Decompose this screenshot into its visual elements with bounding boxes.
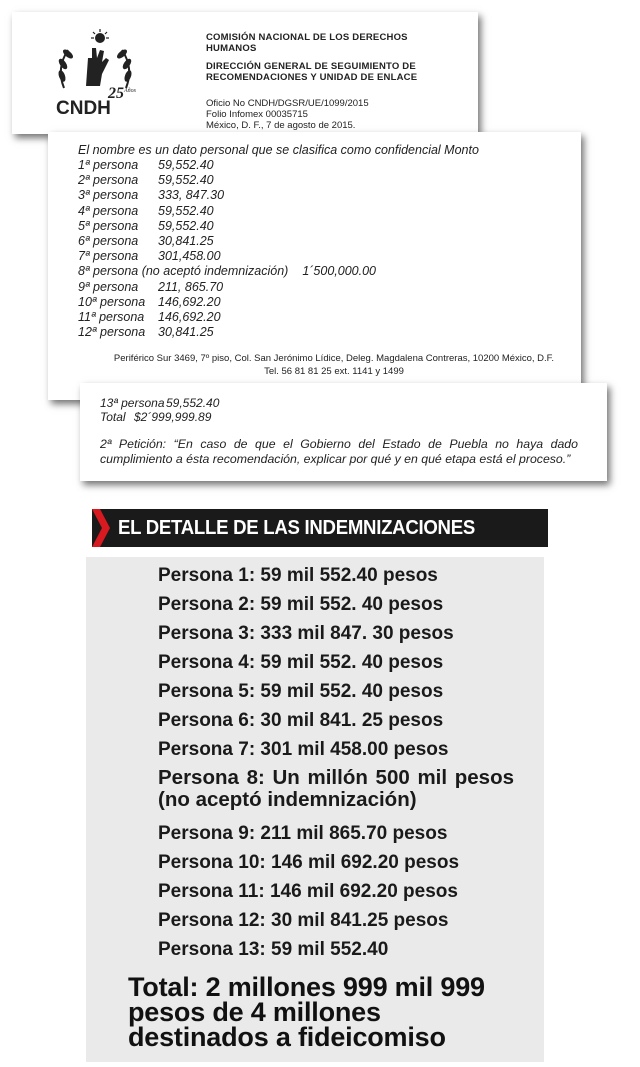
person-row (78, 325, 376, 340)
person-amount: 59,552.40 (158, 158, 214, 172)
detail-item: Persona 3: 333 mil 847. 30 pesos (158, 623, 454, 644)
detail-item: Persona 12: 30 mil 841.25 pesos (158, 910, 449, 931)
reference-block (206, 98, 369, 131)
person-label: 6ª persona (78, 234, 139, 249)
detail-item: Persona 10: 146 mil 692.20 pesos (158, 852, 460, 873)
detail-item: Persona 1: 59 mil 552.40 pesos (158, 565, 438, 586)
org-name: COMISIÓN NACIONAL DE LOS DERECHOS HUMANOS (206, 32, 408, 54)
detail-item: Persona 7: 301 mil 458.00 pesos (158, 739, 449, 760)
person-row (78, 188, 376, 203)
detail-total: Total: 2 millones 999 mil 999 pesos de 4 millones destinados a fideicomiso (128, 972, 485, 1052)
person-amount: 1´500,000.00 (302, 264, 376, 279)
detail-item: Persona 4: 59 mil 552. 40 pesos (158, 652, 444, 673)
person-label: 5ª persona (78, 218, 139, 233)
person-label: 11ª persona (78, 310, 145, 325)
address-line: Periférico Sur 3469, 7º piso, Col. San Jerónimo Lídice, Deleg. Magdalena Contreras, 10200 México, D.F. (113, 353, 555, 364)
folio-number: Folio Infomex 00035715 (206, 109, 308, 120)
detail-item: Persona 8: Un millón 500 mil pesos (no aceptó indemnización) (158, 766, 514, 811)
person-row (78, 204, 376, 219)
detail-item: Persona 13: 59 mil 552.40 (158, 939, 389, 960)
person-13-amount: 59,552.40 (166, 396, 220, 410)
person-amount: 301,458.00 (158, 249, 221, 264)
person-amount: 146,692.20 (158, 294, 221, 309)
person-label: 3ª persona (78, 188, 139, 203)
logo-years: 25 (108, 85, 124, 102)
person-row (78, 234, 376, 249)
date-line: México, D. F., 7 de agosto de 2015. (206, 120, 356, 131)
person-amount: 30,841.25 (158, 234, 214, 249)
person-label: 1ª persona (78, 158, 139, 172)
person-13-label: 13ª persona (100, 396, 165, 410)
person-amount: 59,552.40 (158, 173, 214, 188)
chevron-right-icon (92, 509, 112, 547)
person-amount: 30,841.25 (158, 325, 214, 340)
person-row (78, 158, 376, 173)
logo-text: CNDH (56, 98, 111, 119)
letterhead-org (206, 32, 436, 83)
person-row (78, 219, 376, 234)
person-13-row (100, 396, 219, 410)
person-label: 4ª persona (78, 203, 139, 218)
person-label: 7ª persona (78, 249, 139, 264)
person-amount: 333, 847.30 (158, 188, 225, 203)
person-label: 12ª persona (78, 325, 146, 340)
person-label: 2ª persona (78, 173, 139, 188)
logo-years-sub: Años (124, 88, 136, 94)
person-label: 9ª persona (78, 279, 139, 294)
persons-list (78, 158, 376, 340)
person-row (78, 295, 376, 310)
petition-text: 2ª Petición: “En caso de que el Gobierno del Estado de Puebla no haya dado cumplimiento a ésta recomendación, explicar por qué y en qué etapa está el proceso.” (100, 437, 578, 466)
detail-item: Persona 2: 59 mil 552. 40 pesos (158, 594, 444, 615)
total-label: Total (100, 410, 126, 424)
banner-title: EL DETALLE DE LAS INDEMNIZACIONES (118, 517, 475, 539)
detail-item: Persona 5: 59 mil 552. 40 pesos (158, 681, 444, 702)
person-amount: 146,692.20 (158, 310, 221, 325)
person-amount: 59,552.40 (158, 203, 214, 218)
detail-banner (92, 509, 548, 547)
total-row (100, 410, 219, 424)
person-row (78, 264, 376, 279)
detail-item: Persona 11: 146 mil 692.20 pesos (158, 881, 458, 902)
person-amount: 59,552.40 (158, 218, 214, 233)
total-amount: $2´999,999.89 (134, 410, 212, 424)
detail-item: Persona 9: 211 mil 865.70 pesos (158, 823, 448, 844)
person-row (78, 280, 376, 295)
cndh-logo (50, 28, 140, 120)
person-amount: 211, 865.70 (158, 279, 224, 294)
confidential-header: El nombre es un dato personal que se clasifica como confidencial Monto (78, 143, 479, 157)
address-block (104, 352, 564, 378)
detail-item: Persona 6: 30 mil 841. 25 pesos (158, 710, 444, 731)
person-label: 10ª persona (78, 294, 146, 309)
person-row (78, 310, 376, 325)
phone-line: Tel. 56 81 81 25 ext. 1141 y 1499 (264, 366, 404, 377)
oficio-number: Oficio No CNDH/DGSR/UE/1099/2015 (206, 98, 369, 109)
person-row (78, 249, 376, 264)
department-name: DIRECCIÓN GENERAL DE SEGUIMIENTO DE RECOMENDACIONES Y UNIDAD DE ENLACE (206, 61, 418, 83)
total-block (100, 396, 219, 424)
person-label: 8ª persona (no aceptó indemnización) (78, 264, 289, 279)
person-row (78, 173, 376, 188)
